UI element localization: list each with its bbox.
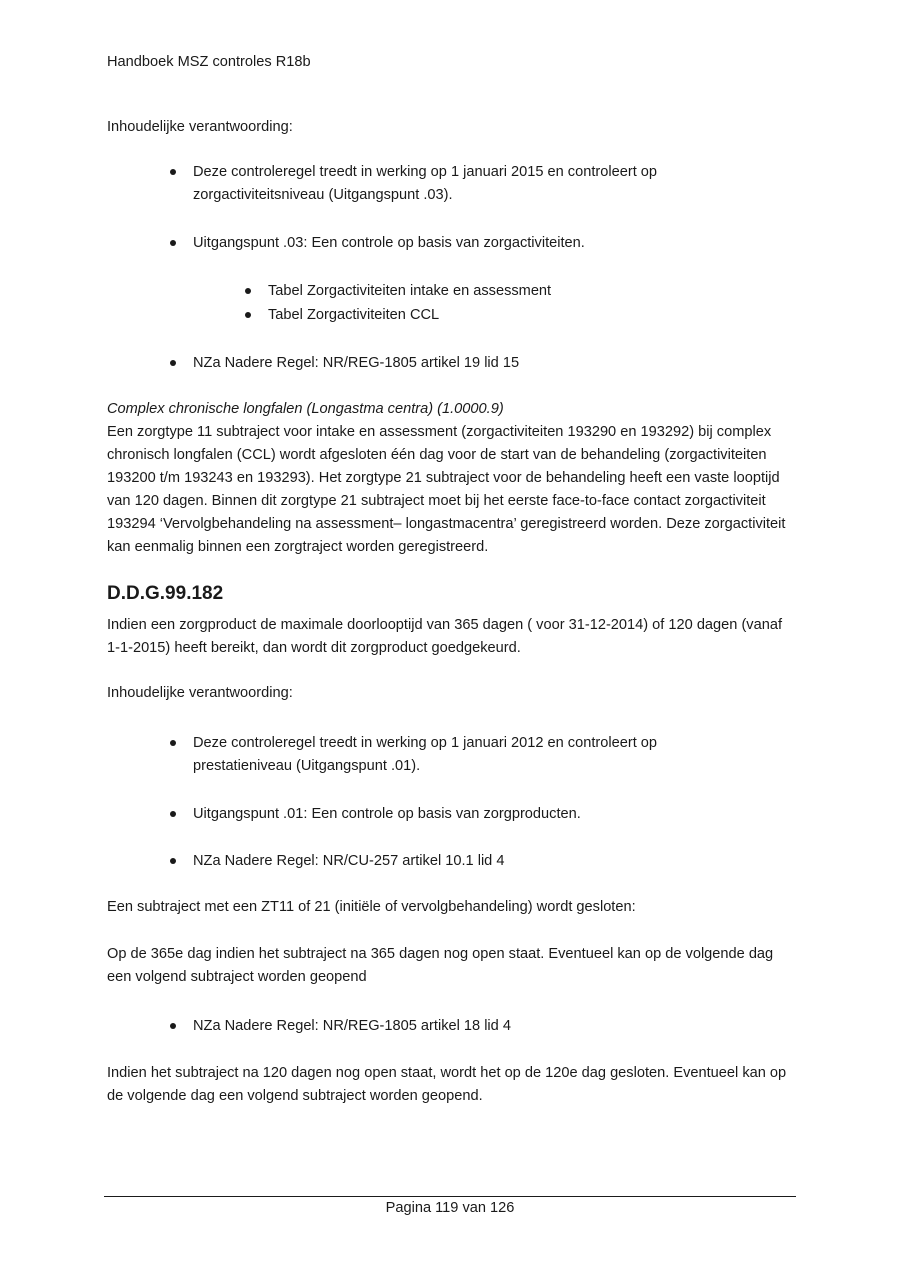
bullet-text: Deze controleregel treedt in werking op 1 januari 2015 en controleert op zorgactiviteitsniveau (Uitgangspunt .03).: [193, 164, 658, 203]
footer-divider: [104, 1196, 796, 1197]
bullet-dot-icon: [170, 169, 176, 175]
rule-intro-text: Indien een zorgproduct de maximale doorlooptijd van 365 dagen ( voor 31-12-2014) of 120 dagen (vanaf 1-1-2015) heeft bereikt, dan wordt dit zorgproduct goedgekeurd.: [107, 617, 783, 656]
bullet-dot-icon: [170, 740, 176, 746]
bullet-dot-icon: [170, 858, 176, 864]
document-header-title: Handboek MSZ controles R18b: [107, 54, 311, 70]
bullet-dot-icon: [170, 811, 176, 817]
bullet-dot-icon: [170, 1023, 176, 1029]
bullet-text: Uitgangspunt .03: Een controle op basis van zorgactiviteiten.: [193, 235, 585, 251]
bullet-text: Tabel Zorgactiviteiten intake en assessment: [268, 283, 552, 299]
bullet-text: NZa Nadere Regel: NR/REG-1805 artikel 19 lid 15: [193, 355, 520, 371]
bullet-text: Tabel Zorgactiviteiten CCL: [268, 307, 440, 323]
bullet-dot-icon: [245, 288, 251, 294]
section-subtitle: Complex chronische longfalen (Longastma centra) (1.0000.9): [107, 401, 504, 417]
bullet-text: NZa Nadere Regel: NR/CU-257 artikel 10.1 lid 4: [193, 853, 505, 869]
bullet-dot-icon: [170, 240, 176, 246]
day365-text: Op de 365e dag indien het subtraject na 365 dagen nog open staat. Eventueel kan op de volgende dag een volgend subtraject worden geopend: [107, 946, 774, 985]
page-number: Pagina 119 van 126: [385, 1200, 515, 1216]
bullet-text: Uitgangspunt .01: Een controle op basis van zorgproducten.: [193, 806, 581, 822]
bullet-text: Deze controleregel treedt in werking op 1 januari 2012 en controleert op prestatieniveau (Uitgangspunt .01).: [193, 735, 658, 774]
subtraject-text: Een subtraject met een ZT11 of 21 (initiële of vervolgbehandeling) wordt gesloten:: [107, 899, 636, 915]
section-body-text: Een zorgtype 11 subtraject voor intake en assessment (zorgactiviteiten 193290 en 193292) bij complex chronisch longfalen (CCL) wordt afgesloten één dag voor de start van de behandeling (zorgactiviteiten 193200 t/m 193243 en 193293). Het zorgtype 21 subtraject voor de behandeling heeft een vaste looptijd van 120 dagen. Binnen dit zorgtype 21 subtraject moet bij het eerste face-to-face contact zorgactiviteit 193294 ‘Vervolgbehandeling na assessment– longastmacentra’ geregistreerd worden. Deze zorgactiviteit kan eenmalig binnen een zorgtraject worden geregistreerd.: [107, 424, 786, 555]
rule-heading: D.D.G.99.182: [107, 583, 224, 604]
verantwoording-label: Inhoudelijke verantwoording:: [107, 119, 293, 135]
bullet-text: NZa Nadere Regel: NR/REG-1805 artikel 18 lid 4: [193, 1018, 511, 1034]
bullet-dot-icon: [170, 360, 176, 366]
verantwoording-label: Inhoudelijke verantwoording:: [107, 685, 293, 701]
bullet-dot-icon: [245, 312, 251, 318]
day120-text: Indien het subtraject na 120 dagen nog open staat, wordt het op de 120e dag gesloten. Eventueel kan op de volgende dag een volgend subtraject worden geopend.: [107, 1065, 787, 1104]
